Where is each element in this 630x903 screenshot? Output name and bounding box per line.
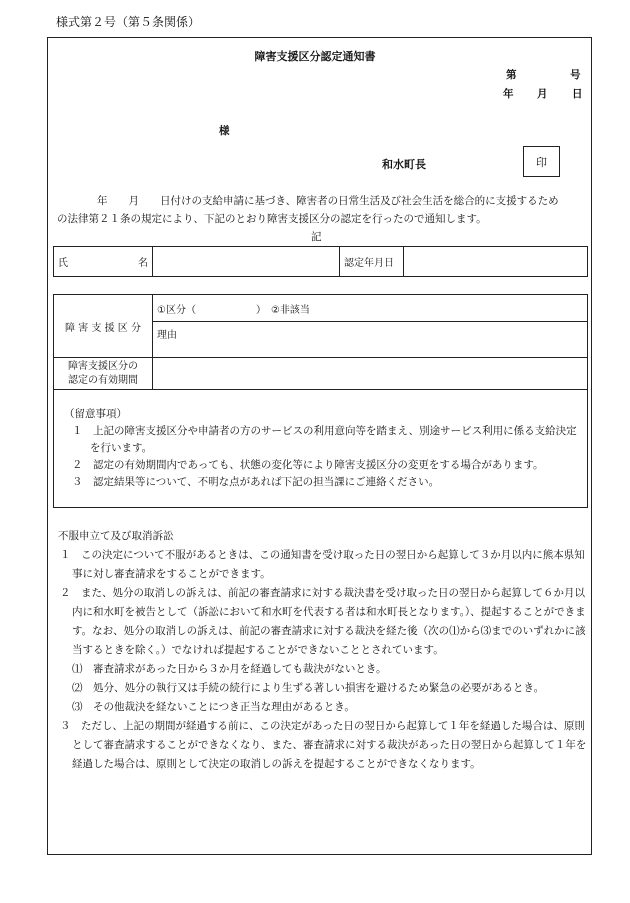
notes-item-3: ３ 認定結果等について、不明な点があれば下記の担当課にご連絡ください。: [72, 476, 440, 488]
notes: [64, 406, 584, 491]
notes-heading: （留意事項）: [64, 408, 127, 420]
reason-field[interactable]: [153, 322, 588, 358]
name-label-cell: [54, 247, 153, 277]
date-day: 日: [572, 88, 583, 100]
appeal-section: [58, 527, 588, 774]
validity-label-1: 障害支援区分の: [68, 360, 138, 372]
doc-number-dai: 第: [506, 69, 517, 81]
document-title: 障害支援区分認定通知書: [254, 50, 376, 63]
appeal-sub-1: ⑴ 審査請求があった日から３か月を経過しても裁決がないとき。: [72, 663, 387, 675]
validity-label: [54, 358, 153, 390]
appeal-sub-3: ⑶ その他裁決を経ないことにつき正当な理由があるとき。: [72, 701, 355, 713]
date-year: 年: [503, 88, 514, 100]
appeal-p3: ３ ただし、上記の期間が経過する前に、この決定があった日の翌日から起算して１年を経過した場合は、原則として審査請求することができなくなり、また、審査請求に対する裁決があった日の翌日から起算して１年を経過した場合は、原則として決定の取消しの訴えを提起することができなくなります。: [60, 720, 587, 770]
cert-date-label: 認定年月日: [340, 247, 404, 277]
notes-item-2: ２ 認定の有効期間内であっても、状態の変化等により障害支援区分の変更をする場合があります。: [72, 459, 544, 471]
name-table: [53, 246, 588, 277]
name-label-2: 名: [138, 258, 148, 269]
category-options[interactable]: ①区分（ ） ②非該当: [153, 295, 588, 322]
recipient-suffix: 様: [219, 125, 230, 137]
category-label: 障 害 支 援 区 分: [54, 295, 153, 358]
issuer: 和水町長: [382, 158, 426, 171]
ki-label: 記: [311, 231, 322, 243]
name-label-1: 氏: [58, 258, 68, 269]
appeal-p1: １ この決定について不服があるときは、この通知書を受け取った日の翌日から起算して３か月以内に熊本県知事に対し審査請求をすることができます。: [60, 549, 585, 580]
category-table: [53, 294, 588, 390]
appeal-p2: ２ また、処分の取消しの訴えは、前記の審査請求に対する裁決書を受け取った日の翌日から起算して６か月以内に和水町を被告として（訴訟において和水町を代表する者は和水町長となります。）、提起することができます。なお、処分の取消しの訴えは、前記の審査請求に対する裁決を経た後（次の⑴から⑶までのいずれかに該当するときを除く。）でなければ提起することができないこととされています。: [60, 587, 586, 656]
notes-item-1: １ 上記の障害支援区分や申請者の方のサービスの利用意向等を踏まえ、別途サービス利用に係る支給決定を行います。: [72, 425, 577, 454]
validity-value[interactable]: [153, 358, 588, 390]
cert-date-value[interactable]: [404, 247, 588, 277]
intro-line-1: 年 月 日付けの支給申請に基づき、障害者の日常生活及び社会生活を総合的に支援するため: [97, 195, 559, 207]
validity-label-2: 認定の有効期間: [68, 374, 138, 386]
name-value[interactable]: [153, 247, 340, 277]
reason-label: 理由: [157, 330, 177, 341]
appeal-sub-2: ⑵ 処分、処分の執行又は手続の続行により生ずる著しい損害を避けるため緊急の必要があるとき。: [72, 682, 545, 694]
form-number: 様式第２号（第５条関係）: [56, 15, 201, 29]
date-month: 月: [537, 88, 548, 100]
intro-line-2: の法律第２１条の規定により、下記のとおり障害支援区分の認定を行ったので通知します。: [57, 213, 487, 225]
seal-box: 印: [523, 146, 560, 177]
appeal-heading: 不服申立て及び取消訴訟: [58, 530, 174, 542]
doc-number-go: 号: [570, 69, 581, 81]
